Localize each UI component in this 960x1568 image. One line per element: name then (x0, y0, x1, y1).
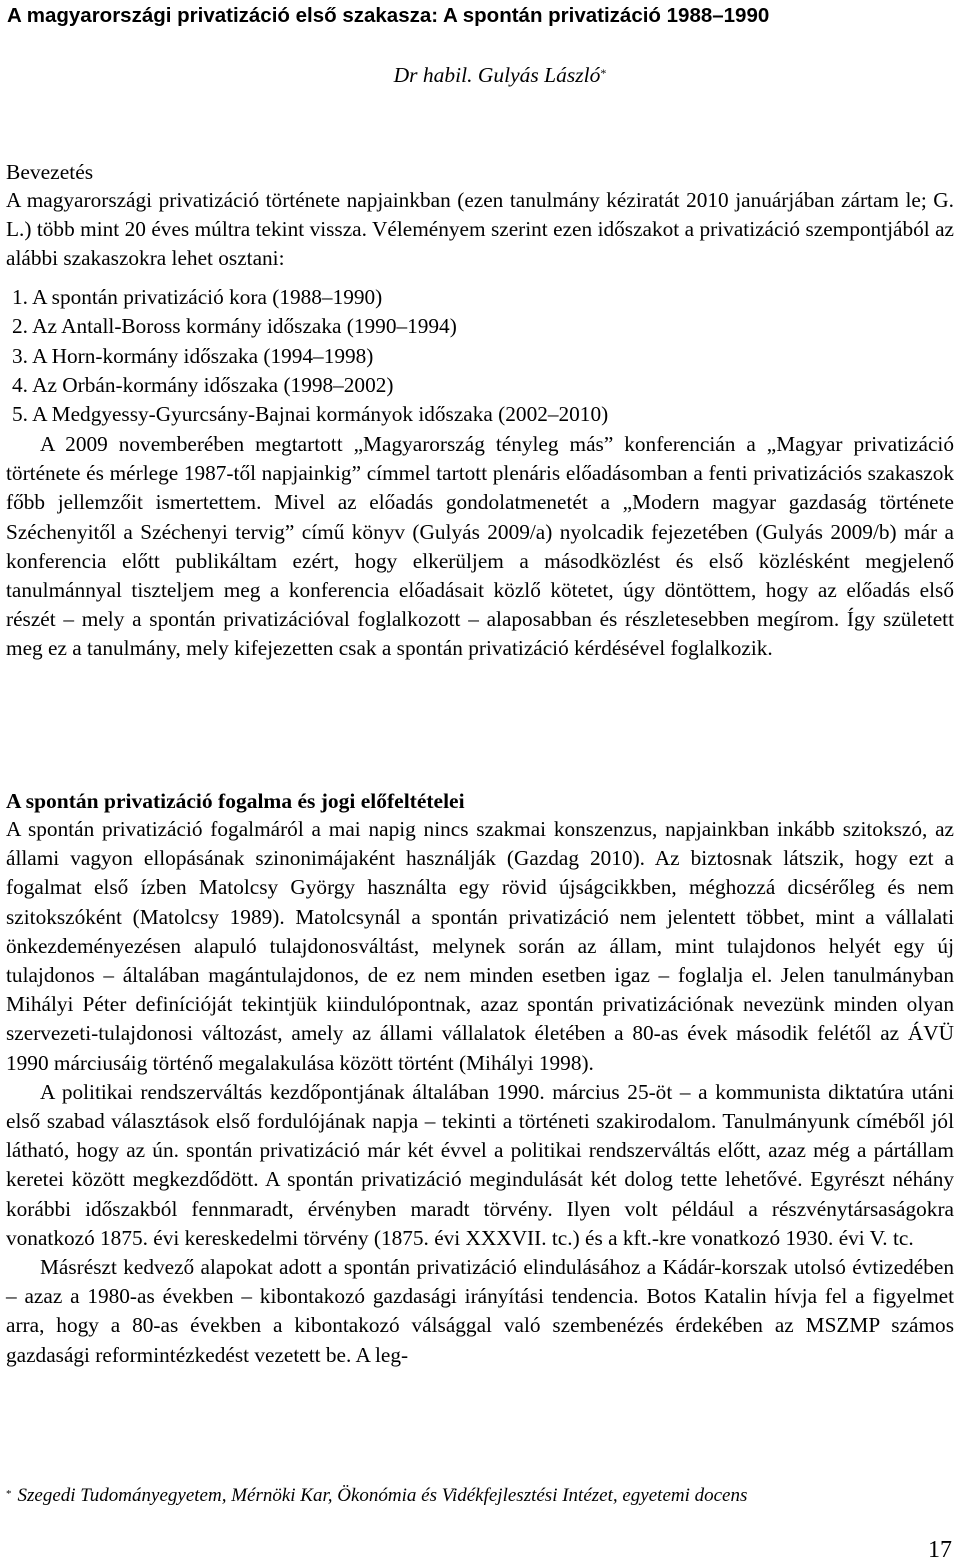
period-item-5: 5. A Medgyessy-Gyurcsány-Bajnai kormányok időszaka (2002–2010) (12, 402, 609, 427)
period-list (6, 283, 954, 429)
page-number: 17 (928, 1537, 952, 1563)
section-paragraph-3: Másrészt kedvező alapokat adott a spontán privatizáció elindulásához a Kádár-korszak utolsó évtizedében – azaz a 1980-as években – kibontakozó gazdasági irányítási tendencia. Botos Katalin hívja fel a figyelmet arra, hogy a 80-as években a kibontakozó válsággal való szembenézés érdekében az MSZMP számos gazdasági reformintézkedést vezetett be. A leg- (6, 1255, 954, 1367)
intro-paragraph: A magyarországi privatizáció története napjainkban (ezen tanulmány kéziratát 2010 januárjában zártam le; G. L.) több mint 20 éves múltra tekint vissza. Véleményem szerint ezen időszakot a privatizáció szempontjából az alábbi szakaszokra lehet osztani: (6, 188, 954, 271)
intro-heading: Bevezetés (6, 160, 94, 184)
section-heading: A spontán privatizáció fogalma és jogi előfeltételei (6, 789, 465, 813)
period-item-2: 2. Az Antall-Boross kormány időszaka (1990–1994) (12, 314, 457, 339)
footnote-mark: * (6, 1488, 12, 1500)
period-item-3: 3. A Horn-kormány időszaka (1994–1998) (12, 343, 374, 368)
footnote-text: Szegedi Tudományegyetem, Mérnöki Kar, Ökonómia és Vidékfejlesztési Intézet, egyetemi docens (17, 1485, 748, 1506)
intro-body-paragraph: A 2009 novemberében megtartott „Magyarország tényleg más” konferencián a „Magyar privatizáció története és mérlege 1987-től napjainkig” címmel tartott plenáris előadásomban a fenti privatizációs szakaszok főbb jellemzőit ismertettem. Mivel az előadás gondolatmenetét a „Modern magyar gazdaság története Széchenyitől a Széchenyi tervig” című könyv (Gulyás 2009/a) nyolcadik fejezetében (Gulyás 2009/b) már a konferencia előtt publikáltam ezért, hogy elkerüljem a másodközlést és első közlésként megjelenő tanulmánnyal tiszteljem meg a konferencia előadásait közlő kötetet, úgy döntöttem, hogy az előadás első részét – mely a spontán privatizációval foglalkozott – alaposabban és részletesebben megírom. Így született meg ez a tanulmány, mely kifejezetten csak a spontán privatizáció kérdésével foglalkozik. (6, 432, 954, 661)
author-footnote-mark: * (600, 66, 607, 80)
period-item-1: 1. A spontán privatizáció kora (1988–1990) (12, 285, 383, 309)
period-item-4: 4. Az Orbán-kormány időszaka (1998–2002) (12, 372, 394, 397)
author-line (0, 60, 960, 90)
section-paragraph-2: A politikai rendszerváltás kezdőpontjának általában 1990. március 25-öt – a kommunista diktatúra utáni első szabad választások első fordulójának napja – tekinti a történeti szakirodalom. Tanulmányunk címéből jól látható, hogy az ún. spontán privatizáció már két évvel a politikai rendszerváltás előtt, azaz még a pártállam keretei között megkezdődött. A spontán privatizáció megindulását két dolog tette lehetővé. Egyrészt néhány korábbi időszakból fennmaradt, érvényben maradt törvény. Ilyen volt például a részvénytársaságokra vonatkozó 1875. évi kereskedelmi törvény (1875. évi XXXVII. tc.) és a kft.-kre vonatkozó 1930. évi V. tc. (6, 1079, 954, 1250)
paper-title: A magyarországi privatizáció első szakasza: A spontán privatizáció 1988–1990 (7, 4, 770, 27)
author-name: Dr habil. Gulyás László (393, 63, 601, 87)
footnote (6, 1483, 747, 1509)
section-paragraph-1: A spontán privatizáció fogalmáról a mai napig nincs szakmai konszenzus, napjainkban inkább szitokszó, az állami vagyon ellopásának szinonimájaként használják (Gazdag 2010). Az biztosnak látszik, hogy ezt a fogalmat első ízben Matolcsy György használta egy rövid újságcikkben, méghozzá dicsérőleg és nem szitokszóként (Matolcsy 1989). Matolcsynál a spontán privatizáció nem jelentett többet, mint a vállalati önkezdeményezésen alapuló tulajdonosváltást, melynek során az állam, mint tulajdonos helyét egy új tulajdonos – általában magántulajdonos, de ez nem minden esetben igaz – foglalja el. Jelen tanulmányban Mihályi Péter definícióját tekintjük kiindulópontnak, azaz spontán privatizációnak nevezünk minden olyan szervezeti-tulajdonosi változást, amely az állami vállalatok életében a 80-as évek második felétől az ÁVÜ 1990 márciusáig történő megalakulása között történt (Mihályi 1998). (6, 817, 954, 1075)
section-body (6, 815, 954, 1370)
